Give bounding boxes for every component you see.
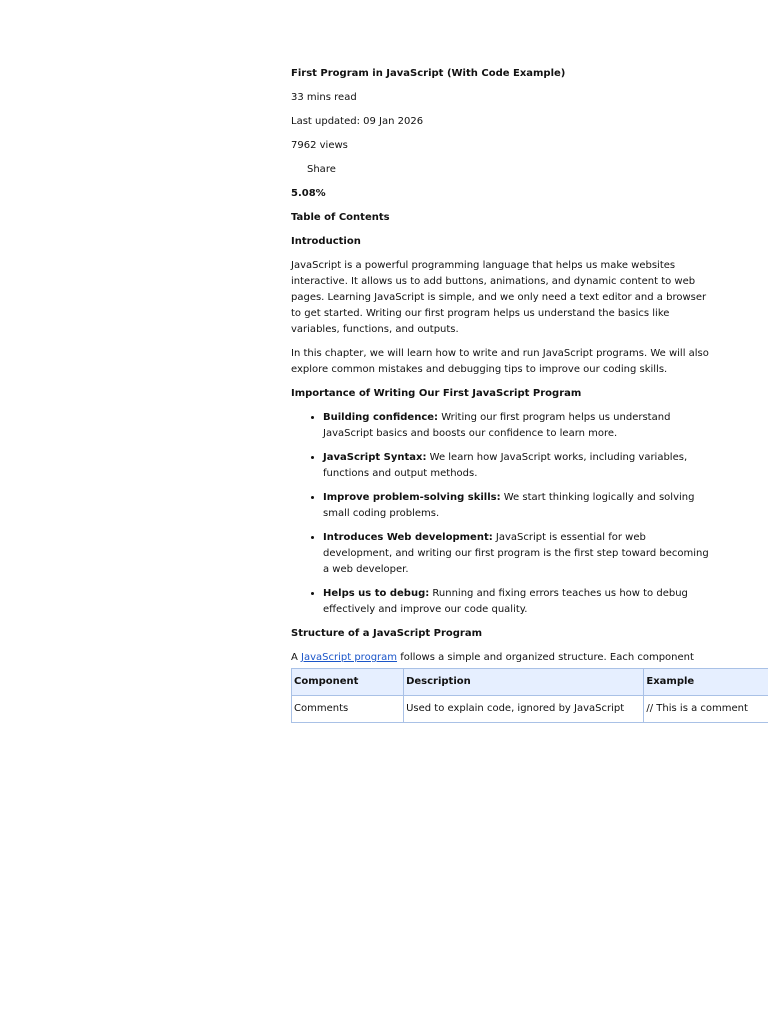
introduction-heading: Introduction [291, 236, 361, 247]
intro-paragraph-2: In this chapter, we will learn how to write and run JavaScript programs. We will also explore common mistakes and debugging tips to improve our coding skills. [291, 348, 709, 375]
article-content [291, 66, 711, 706]
table-cell: // This is a comment [644, 696, 768, 723]
list-item [323, 450, 711, 482]
view-count: 7962 views [291, 140, 348, 151]
importance-heading: Importance of Writing Our First JavaScript Program [291, 388, 582, 399]
javascript-program-link[interactable]: JavaScript program [301, 652, 398, 663]
column-header-example: Example [644, 669, 768, 696]
list-item-text: Running and fixing errors teaches us how to debug effectively and improve our code quality. [323, 588, 688, 615]
table-cell: Used to explain code, ignored by JavaScript [404, 696, 644, 723]
article-title: First Program in JavaScript (With Code Example) [291, 68, 566, 79]
list-item [323, 490, 711, 522]
last-updated: Last updated: 09 Jan 2026 [291, 116, 424, 127]
reading-progress: 5.08% [291, 188, 326, 199]
list-item [323, 586, 711, 618]
structure-text-prefix: A [291, 652, 302, 663]
components-table [291, 668, 768, 723]
structure-heading: Structure of a JavaScript Program [291, 628, 483, 639]
share-button[interactable]: Share [307, 164, 336, 175]
structure-text-suffix: follows a simple and organized structure. Each component [400, 652, 694, 663]
list-item [323, 410, 711, 442]
list-item-text: We start thinking logically and solving small coding problems. [323, 492, 695, 519]
importance-list [291, 410, 711, 618]
table-row [292, 696, 768, 723]
read-time: 33 mins read [291, 92, 357, 103]
list-item-label: Introduces Web development: [323, 532, 493, 543]
intro-paragraph-1: JavaScript is a powerful programming language that helps us make websites interactive. It allows us to add buttons, animations, and dynamic content to web pages. Learning JavaScript is simple, and we only need a text editor and a browser to get started. Writing our first program helps us understand the basics like variables, functions, and outputs. [291, 260, 707, 335]
list-item [323, 530, 711, 578]
components-table-wrapper [291, 668, 768, 723]
list-item-text: We learn how JavaScript works, including variables, functions and output methods. [323, 452, 688, 479]
column-header-description: Description [404, 669, 644, 696]
table-of-contents-toggle[interactable]: Table of Contents [291, 212, 390, 223]
list-item-label: Helps us to debug: [323, 588, 430, 599]
column-header-component: Component [292, 669, 404, 696]
table-cell: Comments [292, 696, 404, 723]
list-item-text: JavaScript is essential for web development, and writing our first program is the first step toward becoming a web developer. [323, 532, 709, 575]
list-item-label: Improve problem-solving skills: [323, 492, 501, 503]
list-item-label: Building confidence: [323, 412, 439, 423]
table-header-row [292, 669, 768, 696]
list-item-label: JavaScript Syntax: [323, 452, 427, 463]
list-item-text: Writing our first program helps us understand JavaScript basics and boosts our confidence to learn more. [323, 412, 671, 439]
